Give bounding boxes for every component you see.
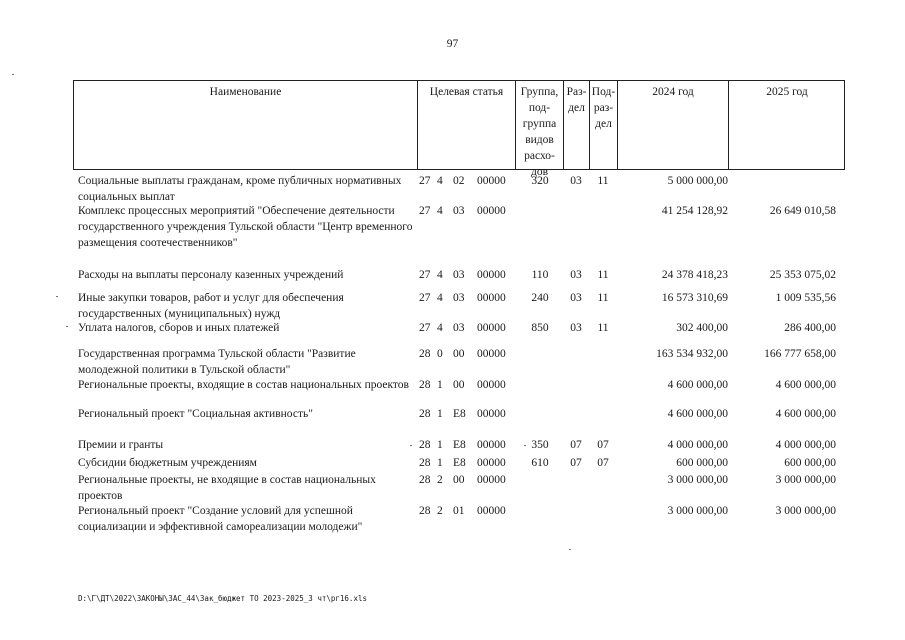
razdel: 03 — [570, 175, 582, 187]
header-year-2024: 2024 год — [652, 86, 694, 98]
target-program: 27 — [419, 175, 431, 187]
row-name: Региональные проекты, не входящие в состав национальных проектов — [78, 474, 376, 502]
target-event: 00 — [453, 379, 465, 391]
target-event: 03 — [453, 205, 465, 217]
razdel: 03 — [570, 269, 582, 281]
target-direction: 00000 — [477, 269, 506, 281]
header-razdel-line: Раз- — [566, 86, 587, 98]
amount-2025: 4 000 000,00 — [775, 439, 836, 451]
target-subprogram: 4 — [437, 205, 443, 217]
file-path-footer: D:\Г\ДТ\2022\ЗАКОНЫ\ЗАС_44\Зак_бюджет ТО 2023-2025_3 чт\рг16.xls — [78, 594, 367, 603]
scan-speck — [56, 296, 58, 297]
header-target: Целевая статья — [429, 86, 504, 98]
expense-group: 240 — [531, 292, 549, 304]
amount-2025: 3 000 000,00 — [775, 505, 836, 517]
header-podrazdel — [590, 84, 617, 132]
header-group-line: видов — [525, 134, 554, 146]
amount-2024: 3 000 000,00 — [667, 505, 728, 517]
expense-group: 350 — [531, 439, 549, 451]
target-event: 02 — [453, 175, 465, 187]
scan-speck — [524, 445, 526, 446]
target-event: 00 — [453, 474, 465, 486]
header-group-line: дов — [530, 166, 549, 178]
scan-speck — [410, 445, 412, 446]
amount-2025: 286 400,00 — [784, 322, 836, 334]
header-name: Наименование — [209, 86, 282, 98]
target-subprogram: 2 — [437, 505, 443, 517]
target-program: 28 — [419, 505, 431, 517]
razdel: 07 — [570, 439, 582, 451]
expense-group: 850 — [531, 322, 549, 334]
target-subprogram: 2 — [437, 474, 443, 486]
target-program: 28 — [419, 408, 431, 420]
page-number: 97 — [446, 38, 459, 50]
row-name: Комплекс процессных мероприятий "Обеспечение деятельности государственного учреждения Тульской области "Центр временного размещения соотечественников" — [78, 205, 413, 249]
podrazdel: 11 — [597, 175, 609, 187]
target-subprogram: 4 — [437, 269, 443, 281]
target-program: 27 — [419, 205, 431, 217]
header-podrazdel-line: дел — [595, 118, 612, 130]
razdel: 07 — [570, 457, 582, 469]
expense-group: 610 — [531, 457, 549, 469]
target-subprogram: 1 — [437, 439, 443, 451]
target-program: 27 — [419, 269, 431, 281]
target-event: E8 — [453, 439, 466, 451]
header-podrazdel-line: раз- — [593, 102, 614, 114]
scan-speck — [12, 74, 14, 75]
target-event: 03 — [453, 322, 465, 334]
row-name: Иные закупки товаров, работ и услуг для обеспечения государственных (муниципальных) нужд — [78, 292, 344, 320]
row-name: Региональный проект "Социальная активность" — [78, 408, 313, 420]
amount-2025: 600 000,00 — [784, 457, 836, 469]
row-name: Социальные выплаты гражданам, кроме публичных нормативных социальных выплат — [78, 175, 402, 203]
target-subprogram: 0 — [437, 348, 443, 360]
amount-2024: 4 000 000,00 — [667, 439, 728, 451]
podrazdel: 11 — [597, 322, 609, 334]
target-direction: 00000 — [477, 175, 506, 187]
target-event: 03 — [453, 292, 465, 304]
target-direction: 00000 — [477, 408, 506, 420]
target-subprogram: 4 — [437, 322, 443, 334]
amount-2024: 24 378 418,23 — [661, 269, 728, 281]
header-group — [516, 84, 563, 180]
header-group-line: под- — [528, 102, 551, 114]
amount-2024: 41 254 128,92 — [661, 205, 728, 217]
row-name: Премии и гранты — [78, 439, 164, 451]
amount-2025: 166 777 658,00 — [764, 348, 836, 360]
header-group-line: Группа, — [520, 86, 559, 98]
amount-2024: 4 600 000,00 — [667, 379, 728, 391]
podrazdel: 07 — [597, 439, 609, 451]
podrazdel: 07 — [597, 457, 609, 469]
razdel: 03 — [570, 292, 582, 304]
header-razdel — [564, 84, 589, 116]
target-direction: 00000 — [477, 505, 506, 517]
amount-2024: 600 000,00 — [676, 457, 728, 469]
target-program: 28 — [419, 474, 431, 486]
scan-speck — [569, 549, 571, 550]
amount-2024: 5 000 000,00 — [667, 175, 728, 187]
target-event: 03 — [453, 269, 465, 281]
scan-speck — [66, 326, 68, 327]
target-event: 01 — [453, 505, 465, 517]
target-event: E8 — [453, 408, 466, 420]
amount-2025: 4 600 000,00 — [775, 408, 836, 420]
target-program: 28 — [419, 379, 431, 391]
amount-2024: 302 400,00 — [676, 322, 728, 334]
target-direction: 00000 — [477, 205, 506, 217]
amount-2025: 25 353 075,02 — [769, 269, 836, 281]
target-program: 28 — [419, 457, 431, 469]
target-subprogram: 1 — [437, 457, 443, 469]
target-subprogram: 4 — [437, 292, 443, 304]
row-name: Расходы на выплаты персоналу казенных учреждений — [78, 269, 344, 281]
header-group-line: расхо- — [524, 150, 555, 162]
amount-2025: 26 649 010,58 — [769, 205, 836, 217]
amount-2024: 16 573 310,69 — [661, 292, 728, 304]
amount-2025: 4 600 000,00 — [775, 379, 836, 391]
target-direction: 00000 — [477, 322, 506, 334]
amount-2024: 163 534 932,00 — [656, 348, 728, 360]
target-program: 27 — [419, 322, 431, 334]
target-direction: 00000 — [477, 379, 506, 391]
target-subprogram: 1 — [437, 379, 443, 391]
row-name: Региональные проекты, входящие в состав национальных проектов — [78, 379, 409, 391]
target-direction: 00000 — [477, 348, 506, 360]
header-group-line: группа — [522, 118, 557, 130]
row-name: Региональный проект "Создание условий для успешной социализации и эффективной самореализации молодежи" — [78, 505, 363, 533]
target-direction: 00000 — [477, 439, 506, 451]
row-name: Государственная программа Тульской области "Развитие молодежной политики в Тульской области" — [78, 348, 356, 376]
target-program: 27 — [419, 292, 431, 304]
target-subprogram: 4 — [437, 175, 443, 187]
target-program: 28 — [419, 348, 431, 360]
row-name: Субсидии бюджетным учреждениям — [78, 457, 257, 469]
target-direction: 00000 — [477, 474, 506, 486]
target-direction: 00000 — [477, 457, 506, 469]
amount-2025: 3 000 000,00 — [775, 474, 836, 486]
target-event: 00 — [453, 348, 465, 360]
header-podrazdel-line: Под- — [591, 86, 616, 98]
podrazdel: 11 — [597, 269, 609, 281]
razdel: 03 — [570, 322, 582, 334]
target-event: E8 — [453, 457, 466, 469]
amount-2025: 1 009 535,56 — [775, 292, 836, 304]
expense-group: 110 — [531, 269, 549, 281]
target-subprogram: 1 — [437, 408, 443, 420]
row-name: Уплата налогов, сборов и иных платежей — [78, 322, 280, 334]
expense-group: 320 — [531, 175, 549, 187]
target-direction: 00000 — [477, 292, 506, 304]
amount-2024: 4 600 000,00 — [667, 408, 728, 420]
target-program: 28 — [419, 439, 431, 451]
podrazdel: 11 — [597, 292, 609, 304]
header-razdel-line: дел — [568, 102, 585, 114]
header-year-2025: 2025 год — [766, 86, 808, 98]
amount-2024: 3 000 000,00 — [667, 474, 728, 486]
